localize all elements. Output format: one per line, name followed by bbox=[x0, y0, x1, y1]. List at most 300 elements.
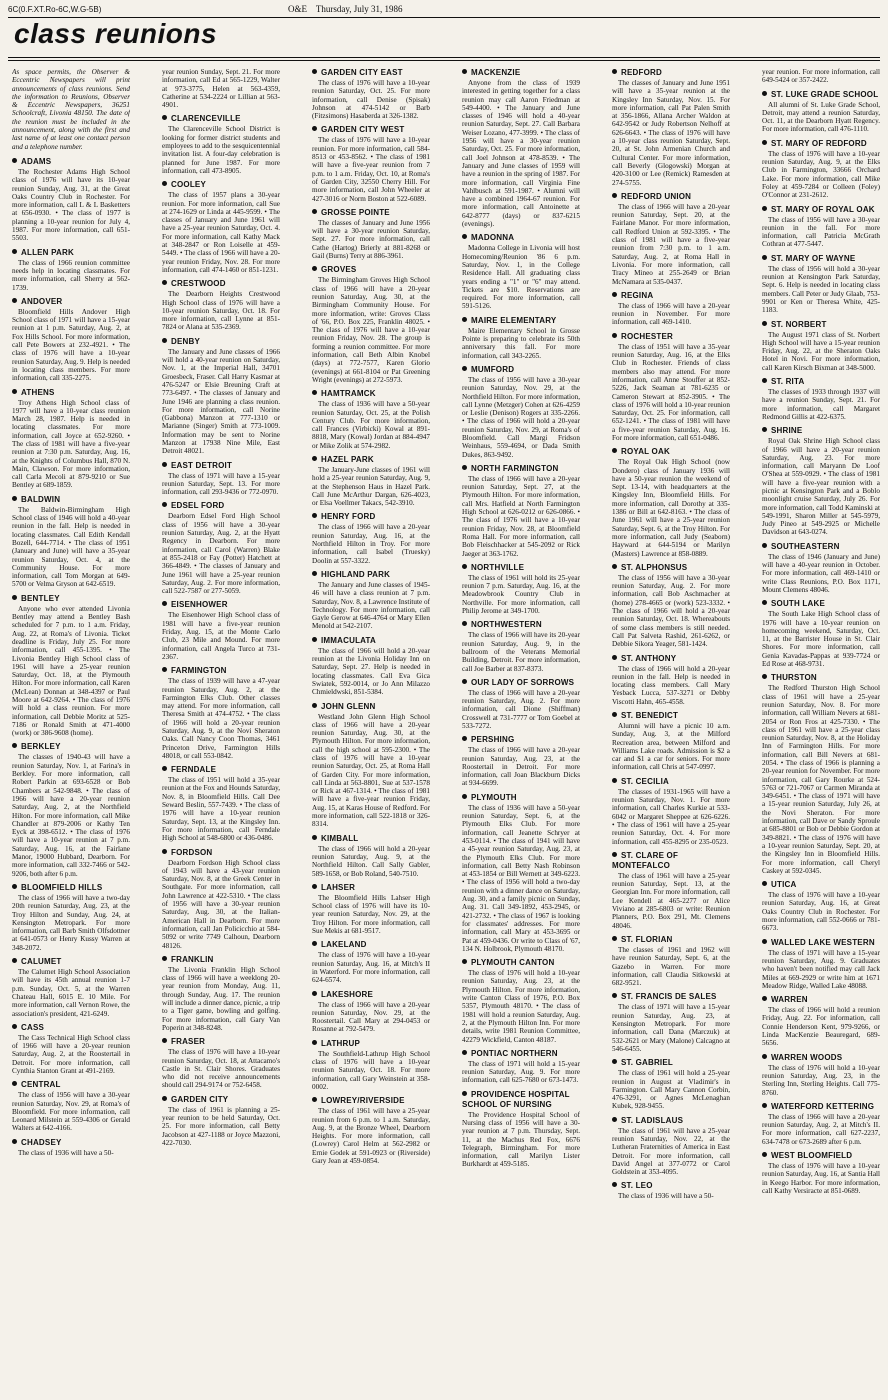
reunion-entry bbox=[12, 883, 130, 952]
bullet-icon bbox=[762, 996, 767, 1001]
bullet-icon bbox=[12, 496, 17, 501]
reunion-details: The class of 1966 will have a 20-year reunion Saturday, Nov. 29, at the Roostertail. Call Mary at 294-0453 or Rosanne at 792-5479. bbox=[312, 1000, 430, 1034]
reunion-details: The class of 1966 will have a two-day 20th reunion Saturday, Aug. 23, at the Troy Hilton and Sunday, Aug. 24, at Kensington Metropark. For more information, call Barb Smith Olfsdottner at 641-0573 or Henry Kussy Warren at 348-2072. bbox=[12, 893, 130, 952]
school-name-text: REDFORD UNION bbox=[621, 191, 692, 201]
reunion-details: The Bloomfield Hills Lahser High School class of 1976 will have its 10-year reunion Saturday, Nov. 29, at the Troy Hilton. For more information, call Sue Mekis at 681-9517. bbox=[312, 893, 430, 936]
school-name-text: LAKESHORE bbox=[321, 989, 374, 999]
school-name bbox=[762, 377, 880, 387]
reunion-entry bbox=[12, 594, 130, 738]
reunion-entry bbox=[312, 940, 430, 984]
bullet-icon bbox=[462, 1050, 467, 1055]
column-1 bbox=[12, 68, 130, 1394]
bullet-icon bbox=[12, 1081, 17, 1086]
school-name bbox=[612, 777, 730, 787]
reunion-details: The class of 1939 will have a 47-year reunion Saturday, Aug. 2, at the Farmington Elks Club. Other classes may attend. For more information, call Theresa Smith at 474-4752. • The class of 1966 will hold a 20-year reunion Saturday, Aug. 9, at the Novi Sheraton Oaks. Call Nancy Coon Thomas, 3461 Princeton Drive, Farmington Hills 48018, or call 553-0842. bbox=[162, 677, 280, 760]
bullet-icon bbox=[312, 637, 317, 642]
school-name bbox=[462, 365, 580, 375]
reunion-details: The classes of 1940-43 will have a reunion Saturday, Nov. 1, at Farina's in Berkley. For more information, call Robert Parkin at 693-6528 or Bob Chambers at 542-9848. • The class of 1966 will have a 20-year reunion Saturday, Aug. 2, at the Northfield Hilton. For more information, call Mike Chandler at 879-2006 or Kathy Ten Eyck at 398-6512. • The class of 1976 will have a 10-year reunion at 7 p.m. Saturday, Aug. 16, at the Fairlane Manor, 19000 Hubbard, Dearborn. For more information, call 332-7466 or 542-9206, both after 6 p.m. bbox=[12, 753, 130, 878]
bullet-icon bbox=[462, 69, 467, 74]
reunion-entry bbox=[762, 1053, 880, 1097]
school-name bbox=[312, 940, 430, 950]
school-name-text: WALLED LAKE WESTERN bbox=[771, 937, 875, 947]
reunion-details: The class of 1976 will have a 10-year reunion Saturday, Oct. 18, at Attacamo's Castle in St. Clair Shores. Graduates who did not receive announcements should call 294-9174 or 752-6458. bbox=[162, 1048, 280, 1090]
reunion-entry bbox=[462, 316, 580, 360]
reunion-details: All alumni of St. Luke Grade School, Detroit, may attend a reunion Saturday, Oct. 11, at the Dearborn Hyatt Regency. For more information, call 476-1110. bbox=[762, 100, 880, 134]
school-name-text: SOUTHEASTERN bbox=[771, 541, 840, 551]
school-name bbox=[12, 1138, 130, 1148]
reunion-details: The Redford Thurston High School class of 1961 will have a 25-year reunion Saturday, Nov. 8. For more information, call William Nevers at 681-2054 or Ron Fros at 425-7330. • The class of 1961 will have a 25-year class reunion Saturday, Nov. 8, at the Holiday Inn of Farmington Hills. For more information, call Bill Nevers at 681-2054. • The class of 1966 is planning a 20-year reunion for November. For more information, call Gary Rourke at 524-5763 or 721-7067 or Carmen Miranda at 349-6451. • The class of 1971 will have a 15-year reunion Saturday, July 26, at the Novi Sheraton. For more information, call Dave or Sandy Sproule at 685-8801 or Bob or Debbie Gordon at 349-8821. • The class of 1976 will have a 10-year reunion Saturday, Sept. 20, at the Kingsley Inn in Bloomfield Hills. For more information, call Cheryl Caskey at 592-0345. bbox=[762, 684, 880, 875]
school-name bbox=[612, 1116, 730, 1126]
school-name bbox=[462, 233, 580, 243]
school-name-text: NORTHVILLE bbox=[471, 562, 525, 572]
school-name-text: GARDEN CITY WEST bbox=[321, 125, 405, 135]
school-name bbox=[762, 599, 880, 609]
school-name bbox=[12, 248, 130, 258]
bullet-icon bbox=[612, 993, 617, 998]
reunion-entry bbox=[12, 1080, 130, 1132]
school-name-text: ST. ANTHONY bbox=[621, 653, 677, 663]
school-name-text: CASS bbox=[21, 1022, 45, 1032]
school-name bbox=[462, 793, 580, 803]
school-name-text: CHADSEY bbox=[21, 1137, 62, 1147]
school-name-text: CLARENCEVILLE bbox=[171, 114, 241, 124]
reunion-details: The classes of 1961 and 1962 will have reunion Saturday, Sept. 6, at the Gazebo in Warren. For more information, call Claudia Sitkowski at 682-9521. bbox=[612, 945, 730, 988]
school-name-text: EDSEL FORD bbox=[171, 501, 225, 511]
reunion-entry bbox=[12, 297, 130, 383]
reunion-entry bbox=[612, 447, 730, 558]
reunion-details: The class of 1976 will have a 10-year reunion Saturday, Aug. 16, at Mitch's II in Waterford. For more information, call 624-6574. bbox=[312, 951, 430, 985]
school-name-text: CENTRAL bbox=[21, 1080, 61, 1090]
reunion-details: The January and June classes of 1966 will hold a 40-year reunion on Saturday, Nov. 1, at the Imperial Hall, 34701 Groesbeck, Fraser. Call Harry Kasmar at 476-5247 or Elsie Breuning Craft at 773-6497. • The classes of January and June 1946 are planning a class reunion. For more information, call Norine (Gabbona) Manzon at 777-1310 or Marianne (Singer) Smith at 773-1009. Information may be sent to Norine Manzon at 17938 Nine Mile, East Detroit 48021. bbox=[162, 347, 280, 456]
reunion-details: The class of 1956 will have a 30-year reunion Saturday, Nov. 29, at Roma's of Bloomfield. For more information, call Leonard Milstein at 559-4306 or Gerald Walters at 642-4166. bbox=[12, 1091, 130, 1133]
reunion-details: The class of 1936 will have a 50-year reunion Saturday, Oct. 25, at the Polish Century Club. For more information, call Frances (Virbicki) Kowal at 891-8818, Mary (Kowal) Jordan at 884-4947 or Mike Zolik at 574-2982. bbox=[312, 400, 430, 450]
school-name-text: GARDEN CITY bbox=[171, 1094, 229, 1104]
reunion-details: The class of 1936 will have a 50- bbox=[618, 1192, 714, 1201]
reunion-entry bbox=[312, 883, 430, 935]
school-name bbox=[312, 265, 430, 275]
school-name bbox=[312, 1096, 430, 1106]
school-name-text: PLYMOUTH bbox=[471, 792, 517, 802]
school-name bbox=[762, 1151, 880, 1161]
reunion-details: The class of 1976 will have a 10-year reunion Saturday, Oct. 25. For more information, call Denise (Spisak) Johnson at 474-5142 or Barb (Fitzsimons) Hasaberda at 326-1382. bbox=[312, 79, 430, 121]
school-name bbox=[762, 426, 880, 436]
bullet-icon bbox=[462, 679, 467, 684]
reunion-details: The class of 1956 will hold a 30-year reunion at Kensington Park Saturday, Sept. 6. Help is needed in locating class members. Call Peter or Judy Glaab, 753-9901 or Ken or Theresa White, 425-1183. bbox=[762, 264, 880, 315]
bullet-icon bbox=[462, 317, 467, 322]
bullet-icon bbox=[762, 1152, 767, 1157]
school-name-text: FARMINGTON bbox=[171, 666, 227, 676]
school-name-text: ST. FRANCIS DE SALES bbox=[621, 992, 717, 1002]
school-name bbox=[462, 1090, 580, 1110]
reunion-details: Alumni will have a picnic 10 a.m. Sunday, Aug. 3, at the Milford Recreation area, between Milford and Williams Lake roads. Admission is $2 a car and $1 a car for seniors. For more information, call Chris at 547-0997. bbox=[612, 722, 730, 772]
bullet-icon bbox=[762, 378, 767, 383]
reunion-details: The class of 1971 will have a 15-year reunion Saturday, Aug. 23, at Kensington Metropark. For more information, call Dana (Marczuk) at 532-2621 or Mary (Malone) Calcagno at 546-6455. bbox=[612, 1003, 730, 1053]
reunion-entry bbox=[12, 495, 130, 589]
reunion-details: The class of 1961 will have a 25-year reunion Saturday, Nov. 22, at the Lutheran Fraternities of America in East Detroit. For more information, call David Angel at 377-0772 or Carol Goldstein at 353-4095. bbox=[612, 1126, 730, 1177]
school-name bbox=[762, 995, 880, 1005]
bullet-icon bbox=[162, 667, 167, 672]
reunion-details: The class of 1971 will hold a 15-year reunion Saturday, Aug. 9. For more information, call 625-7680 or 673-1473. bbox=[462, 1059, 580, 1085]
reunion-details: The classes of January and June 1956 will have a 30-year reunion Saturday, Sept. 27. For more information, call Cathe (Hartog) Brierly at 881-8268 or Gail (Burns) Terry at 886-3961. bbox=[312, 218, 430, 261]
bullet-icon bbox=[762, 91, 767, 96]
reunion-entry bbox=[12, 957, 130, 1018]
school-name-text: LAKELAND bbox=[321, 940, 367, 950]
school-name-text: ST. MARY OF ROYAL OAK bbox=[771, 204, 875, 214]
school-name-text: GARDEN CITY EAST bbox=[321, 68, 403, 77]
bullet-icon bbox=[12, 743, 17, 748]
reunion-entry bbox=[462, 1090, 580, 1169]
reunion-details: The Rochester Adams High School class of 1976 will have its 10-year reunion Sunday, Aug. 31, at the Great Oaks Country Club in Rochester. For more information, call L & L Basketters at 656-0930. • The class of 1977 is planning a 10-year reunion for July 4, 1987. For more information, call 651-5503. bbox=[12, 167, 130, 243]
reunion-details: The January and June classes of 1945-46 will have a class reunion at 7 p.m. Saturday, Nov. 8, a Lawrence Institute of Technology. For more information, call Gayle Gerow at 646-4764 or Mary Ellen Menold at 542-2107. bbox=[312, 580, 430, 631]
school-name-text: MADONNA bbox=[471, 233, 515, 243]
bullet-icon bbox=[312, 126, 317, 131]
bullet-icon bbox=[462, 736, 467, 741]
school-name bbox=[762, 90, 880, 100]
reunion-entry bbox=[462, 678, 580, 730]
reunion-entry bbox=[162, 68, 280, 109]
reunion-entry bbox=[762, 139, 880, 200]
school-name-text: OUR LADY OF SORROWS bbox=[471, 677, 575, 687]
reunion-details: The class of 1966 will have a 20-year reunion Saturday, Sept. 20, at the Fairlane Manor. For more information, call Redford Union at 592-3395. • The class of 1981 will have a five-year reunion from 7:30 p.m. to 1 a.m. Saturday, Aug. 2, at Roma Hall in Livonia. For more information, call Tracy Mineo at 255-2649 or Brian McNamara at 535-0437. bbox=[612, 202, 730, 286]
reunion-details: The class of 1961 will hold its 25-year reunion 7 p.m. Saturday, Aug. 16, at the Meadowbrook Country Club in Northville. For more information, call Philip Jerome at 349-1700. bbox=[462, 573, 580, 616]
reunion-details: The class of 1966 will hold a 20-year reunion Saturday, Aug. 9, at the Northfield Hilton. Call Sally Gabler, 589-1658, or Bob Roland, 540-7510. bbox=[312, 844, 430, 878]
reunion-details: The class of 1976 will have a 10-year reunion. For more information, call 584-8513 or 453-8562. • The class of 1981 will have a five-year reunion from 7 p.m. to 1 a.m. Friday, Oct. 10, at Roma's of Garden City, 32550 Cherry Hill. For more information, call John Wheeler at 427-3016 or Norm Boston at 522-6089. bbox=[312, 136, 430, 203]
school-name bbox=[762, 254, 880, 264]
reunion-entry bbox=[612, 851, 730, 930]
bullet-icon bbox=[762, 427, 767, 432]
school-name-text: ROYAL OAK bbox=[621, 447, 670, 457]
reunion-details: Dearborn Fordson High School class of 1943 will have a 43-year reunion Saturday, Nov. 8, at the Greek Center in Southgate. For more information, call John Lawrence at 422-5310. • The class of 1956 will have a 30-year reunion Saturday, Aug. 30, at the Italian-American Hall in Dearborn. For more information, call Jan Policicchio at 584-5092 or write 7749 Calhoun, Dearborn 48126. bbox=[162, 858, 280, 950]
school-name bbox=[312, 636, 430, 646]
bullet-icon bbox=[612, 712, 617, 717]
bullet-icon bbox=[12, 1139, 17, 1144]
reunion-details: year reunion Sunday, Sept. 21. For more information, call Ed at 565-1229, Walter at 973-3775, Helen at 563-4359, Catherine at 534-2224 or Lillian at 563-4901. bbox=[162, 68, 280, 110]
bullet-icon bbox=[462, 959, 467, 964]
reunion-entry bbox=[612, 992, 730, 1053]
reunion-entry bbox=[612, 654, 730, 706]
column-5 bbox=[612, 68, 730, 1394]
title-rule-2 bbox=[8, 60, 880, 61]
bullet-icon bbox=[762, 881, 767, 886]
reunion-details: The August 1971 class of St. Norbert High School will have a 15-year reunion Friday, Aug. 22, at the Sheraton Oaks Hotel in Novi. For more information, call Karen Kirsch Bixman at 348-5000. bbox=[762, 330, 880, 372]
reunion-entry bbox=[162, 461, 280, 497]
school-name-text: UTICA bbox=[771, 880, 797, 890]
bullet-icon bbox=[162, 766, 167, 771]
school-name bbox=[612, 447, 730, 457]
reunion-entry bbox=[312, 1039, 430, 1091]
school-name-text: ANDOVER bbox=[21, 296, 63, 306]
school-name-text: MACKENZIE bbox=[471, 68, 521, 77]
reunion-details: The Eisenhower High School class of 1981 will have a five-year reunion Friday, Aug. 15, at the Monte Carlo Club, 23 Mile and Mound. For more information, call Angela Turco at 731-2367. bbox=[162, 611, 280, 661]
reunion-entry bbox=[762, 90, 880, 134]
reunion-entry bbox=[762, 68, 880, 85]
school-name bbox=[12, 957, 130, 967]
reunion-entry bbox=[762, 938, 880, 990]
reunion-entry bbox=[762, 320, 880, 372]
reunion-entry bbox=[762, 426, 880, 537]
school-name bbox=[612, 992, 730, 1002]
bullet-icon bbox=[12, 298, 17, 303]
reunion-details: The Livonia Franklin High School class of 1966 will have a weeklong 20-year reunion from Monday, Aug. 11, through Sunday, Aug. 17. The reunion will include a dinner dance, picnic, a trip to a Tiger game, bowling and golfing. For more information, call Gary Van Poperin at 348-8248. bbox=[162, 965, 280, 1032]
bullet-icon bbox=[312, 513, 317, 518]
reunion-entry bbox=[162, 600, 280, 661]
school-name bbox=[762, 673, 880, 683]
school-name-text: HENRY FORD bbox=[321, 512, 376, 522]
school-name bbox=[12, 157, 130, 167]
school-name bbox=[762, 139, 880, 149]
school-name-text: PONTIAC NORTHERN bbox=[471, 1048, 558, 1058]
school-name bbox=[762, 880, 880, 890]
reunion-details: The class of 1966 will hold a 20-year reunion at the Livonia Holiday Inn on Saturday, Sept. 27. Help is needed in locating classmates. Call Eva Gica Swiatek, 592-0014, or Jo Ann Milazzo Chmieldwski, 851-5384. bbox=[312, 646, 430, 697]
reunion-details: The class of 1961 will have a 25-year reunion from 6 p.m. to 1 a.m. Saturday, Aug. 9, at the Bronze Wheel, Dearborn Heights. For more information, call (Lowrey) Carol Helm at 562-2982 or Ernie Godek at 591-0923 or (Riverside) Gary Jean at 459-0854. bbox=[312, 1107, 430, 1165]
reunion-entry bbox=[612, 332, 730, 443]
bullet-icon bbox=[762, 321, 767, 326]
school-name bbox=[12, 495, 130, 505]
school-name bbox=[462, 68, 580, 78]
reunion-details: The classes of 1933 through 1937 will have a reunion Sunday, Sept. 21. For more information, call Margaret Redmond Gillis at 422-6375. bbox=[762, 388, 880, 421]
school-name bbox=[312, 208, 430, 218]
school-name-text: CRESTWOOD bbox=[171, 279, 226, 289]
bullet-icon bbox=[162, 849, 167, 854]
bullet-icon bbox=[12, 595, 17, 600]
bullet-icon bbox=[612, 852, 617, 857]
bullet-icon bbox=[612, 1117, 617, 1122]
reunion-details: The class of 1971 will have a 15-year reunion Saturday, Aug. 9. Graduates who haven't been notified may call Jack Miles at 669-2929 or write him at 1671 Meadow Ridge, Walled Lake 48088. bbox=[762, 948, 880, 990]
school-name-text: ST. CECILIA bbox=[621, 776, 669, 786]
bullet-icon bbox=[312, 991, 317, 996]
school-name bbox=[162, 765, 280, 775]
reunion-entry bbox=[612, 563, 730, 649]
school-name bbox=[312, 455, 430, 465]
reunion-details: Westland John Glenn High School class of 1966 will have a 20-year reunion Saturday, Aug. 30, at the Plymouth Hilton. For more information, call the high school at 595-2300. • The class of 1976 will have a 10-year reunion Saturday, Oct. 25, at Roma Hall of Garden City. For more information, call Linda at 563-8801, Sue at 537-1578 or Rick at 467-1314. • The class of 1981 will have a five-year reunion Friday, Aug. 15, at Karas House of Redford. For more information, call 522-1818 or 326-8314. bbox=[312, 712, 430, 829]
reunion-details: The class of 1976 will hold a 10-year reunion Saturday, Aug. 23, at the Plymouth Hilton. For more information, write Canton Class of 1976, P.O. Box 5357, Plymouth 48170. • The class of 1981 will hold a reunion Saturday, Aug. 2, at the Plymouth Hilton Inn. For more details, write 1981 Reunion Committee, 42279 Wickfield, Canton 48187. bbox=[462, 969, 580, 1044]
school-name bbox=[462, 958, 580, 968]
reunion-entry bbox=[762, 542, 880, 594]
school-name-text: CALUMET bbox=[21, 957, 62, 967]
school-name bbox=[462, 678, 580, 688]
reunion-entry bbox=[462, 793, 580, 953]
bullet-icon bbox=[612, 292, 617, 297]
bullet-icon bbox=[312, 884, 317, 889]
bullet-icon bbox=[312, 390, 317, 395]
bullet-icon bbox=[162, 280, 167, 285]
reunion-details: The class of 1961 will hold a 25-year reunion in August at Vladimir's in Farmington. Call Mary Cannon Corbin, 476-3291, or Agnes McLenaghan Kubek, 928-9455. bbox=[612, 1069, 730, 1111]
reunion-details: The class of 1951 will have a 35-year reunion Saturday, Aug. 16, at the Elks Club in Rochester. Friends of class members also may attend. For more information, call Anne Stouffer at 852-5226, Jack Seaman at 781-6235 or Cameron Stewart at 852-3905. • The class of 1976 will hold a 10-year reunion Saturday, Oct. 25. For information, call 652-1241. • The class of 1981 will have a five-year reunion Saturday, Aug. 16. For more information, call 651-0486. bbox=[612, 342, 730, 442]
reunion-entry bbox=[462, 233, 580, 310]
school-name-text: NORTHWESTERN bbox=[471, 620, 542, 630]
bullet-icon bbox=[762, 206, 767, 211]
school-name-text: BERKLEY bbox=[21, 742, 61, 752]
reunion-entry bbox=[612, 1058, 730, 1110]
reunion-entry bbox=[162, 1095, 280, 1147]
reunion-details: The class of 1966 reunion committee needs help in locating classmates. For more information, call Sherry at 562-1739. bbox=[12, 258, 130, 292]
reunion-entry bbox=[162, 501, 280, 595]
bullet-icon bbox=[312, 571, 317, 576]
school-name-text: MUMFORD bbox=[471, 364, 515, 374]
reunion-details: The class of 1966 will have a 20-year reunion Saturday, Aug. 16, at the Northfield Hilton in Troy. For more information, call Isabel (Truesky) Doolin at 557-3322. bbox=[312, 523, 430, 565]
bullet-icon bbox=[12, 158, 17, 163]
school-name-text: ST. NORBERT bbox=[771, 319, 827, 329]
bullet-icon bbox=[762, 1103, 767, 1108]
school-name bbox=[612, 711, 730, 721]
bullet-icon bbox=[312, 1097, 317, 1102]
school-name-text: PLYMOUTH CANTON bbox=[471, 958, 555, 968]
school-name bbox=[162, 848, 280, 858]
school-name-text: LAHSER bbox=[321, 882, 356, 892]
school-name bbox=[162, 461, 280, 471]
reunion-details: The class of 1961 is planning a 25-year reunion to be held Saturday, Oct. 25. For more information, call Betty Jacobson at 427-1188 or Joyce Mazzoni, 422-7030. bbox=[162, 1105, 280, 1147]
reunion-details: Anyone from the class of 1939 interested in getting together for a class reunion may call Aaron Friedman at 549-4400. • The January and June classes of 1946 will hold a 40-year reunion Saturday, Sept. 27. Call Barbara Weiser Lozano, 477-3999. • The class of 1956 will have a 30-year reunion Saturday, Oct. 25. For more information, call Joel Johnson at 478-8539. • The January and June classes of 1959 will have a reunion in the spring of 1987. For more information, call Virginia Fine Vahlbusch at 591-1987. • Alumni will have a combined 1964-67 reunion. For more information, call Antoinette at 642-8777 (days) or 837-6215 (evenings). bbox=[462, 79, 580, 229]
column-6 bbox=[762, 68, 880, 1394]
reunion-details: The class of 1966 will have a 20-year reunion Saturday, Sept. 27, at the Plymouth Hilton. For more information, call Mrs. Hatfield at North Farmington High School at 626-0212 or 626-0866. • The class of 1976 will have a 10-year reunion Friday, Nov. 28, at Bloomfield Roma Hall. For more information, call Bob Fleischhacker at 545-2092 or Rick Jaeger at 363-1762. bbox=[462, 474, 580, 558]
bullet-icon bbox=[312, 266, 317, 271]
reunion-details: The class of 1946 (January and June) will have a 40-year reunion in October. For more information, call 469-1410 or write Class Reunions, P.O. Box 1171, Mount Clemens 48046. bbox=[762, 552, 880, 594]
reunion-entry bbox=[462, 563, 580, 615]
school-name-text: KIMBALL bbox=[321, 833, 359, 843]
school-name-text: ALLEN PARK bbox=[21, 247, 74, 257]
school-name-text: WEST BLOOMFIELD bbox=[771, 1150, 853, 1160]
reunion-details: The Providence Hospital School of Nursing class of 1956 will have a 30-year reunion at 7 p.m. Thursday, Sept. 11, at the Machus Red Fox, 6676 Telegraph, Birmingham. For more information, call Marilyn Lister Burkhardt at 459-5185. bbox=[462, 1110, 580, 1169]
reunion-entry bbox=[162, 114, 280, 175]
school-name bbox=[12, 1080, 130, 1090]
bullet-icon bbox=[462, 234, 467, 239]
reunion-entry bbox=[162, 848, 280, 950]
bullet-icon bbox=[612, 778, 617, 783]
reunion-entry bbox=[762, 1151, 880, 1195]
reunion-entry bbox=[462, 620, 580, 672]
school-name-text: ADAMS bbox=[21, 156, 52, 166]
reunion-entry bbox=[462, 365, 580, 459]
bullet-icon bbox=[462, 564, 467, 569]
school-name bbox=[612, 563, 730, 573]
reunion-entry bbox=[312, 990, 430, 1034]
bullet-icon bbox=[762, 600, 767, 605]
bullet-icon bbox=[162, 115, 167, 120]
bullet-icon bbox=[312, 941, 317, 946]
school-name bbox=[462, 1049, 580, 1059]
school-name bbox=[312, 990, 430, 1000]
school-name bbox=[762, 205, 880, 215]
school-name-text: DENBY bbox=[171, 336, 201, 346]
bullet-icon bbox=[612, 193, 617, 198]
reunion-entry bbox=[762, 599, 880, 668]
reunion-entry bbox=[312, 570, 430, 631]
school-name-text: GROVES bbox=[321, 265, 357, 275]
school-name-text: WATERFORD KETTERING bbox=[771, 1101, 875, 1111]
reunion-entry bbox=[612, 1181, 730, 1200]
school-name-text: MAIRE ELEMENTARY bbox=[471, 315, 557, 325]
school-name-text: ROCHESTER bbox=[621, 331, 674, 341]
bullet-icon bbox=[762, 674, 767, 679]
reunion-entry bbox=[162, 765, 280, 842]
bullet-icon bbox=[12, 1024, 17, 1029]
school-name bbox=[612, 654, 730, 664]
school-name bbox=[162, 501, 280, 511]
bullet-icon bbox=[162, 338, 167, 343]
school-name-text: EAST DETROIT bbox=[171, 460, 233, 470]
school-name bbox=[612, 851, 730, 871]
reunion-entry bbox=[762, 673, 880, 875]
bullet-icon bbox=[162, 601, 167, 606]
school-name bbox=[612, 291, 730, 301]
bullet-icon bbox=[612, 333, 617, 338]
reunion-entry bbox=[12, 1138, 130, 1157]
intro-paragraph: As space permits, the Observer & Eccentric Newspapers will print announcements of class reunions. Send the information to Reunions, Observer & Eccentric Newspapers, 36251 Schoolcraft, Livonia 48150. The date of the reunion must be included in the announcement, along with the first and last name of at least one contact person and a telephone number. bbox=[12, 68, 130, 151]
school-name bbox=[612, 935, 730, 945]
reunion-details: The Dearborn Heights Crestwood High School class of 1976 will have a 10-year reunion Saturday, Oct. 18. For more information, call Lynne at 851-7824 or Alana at 535-2369. bbox=[162, 290, 280, 332]
school-name bbox=[12, 388, 130, 398]
school-name-text: HAZEL PARK bbox=[321, 454, 374, 464]
bullet-icon bbox=[462, 465, 467, 470]
school-name-text: FORDSON bbox=[171, 847, 213, 857]
bullet-icon bbox=[162, 181, 167, 186]
column-3 bbox=[312, 68, 430, 1394]
school-name-text: ST. LEO bbox=[621, 1181, 653, 1191]
reunion-entry bbox=[762, 880, 880, 932]
reunion-details: The Royal Oak High School (now Dondero) class of January 1936 will have a 50-year reunion the weekend of Sept. 13-14, with headquarters at the Kingsley Inn, Bloomfield Hills. For more information, call Dorothy at 335-1386 or Bill at 642-8163. • The class of June 1961 will have a 25-year reunion Saturday, Sept. 6, at the Troy Hilton. For more information, call Judy (Seaborn) Hayward at 644-5194 or Marilyn (Masters) Lawrence at 858-0889. bbox=[612, 458, 730, 558]
school-name bbox=[312, 834, 430, 844]
school-name bbox=[762, 542, 880, 552]
reunion-details: Anyone who ever attended Livonia Bentley may attend a Bentley Bash scheduled for 7 p.m. to 1 a.m. Friday, Aug. 22, at Roma's of Livonia. Ticket deadline is Friday, July 25. For more information, call 455-1395. • The Livonia Bentley High School class of 1961 will have a 25-year reunion Saturday, Oct. 18, at the Plymouth Hilton. For more information, call Karen (McLean) Donnan at 348-4397 or Paul Moore at 642-9264. • The class of 1976 will hold a class reunion. For more information, call Debbie Moritz at 525-7186 or Ronald Smith at 471-4000 (work) or 386-9608 (home). bbox=[12, 604, 130, 738]
reunion-entry bbox=[162, 337, 280, 456]
reunion-details: The class of 1951 will hold a 35-year reunion at the Fox and Hounds Saturday, Nov. 8, in Bloomfield Hills. Call Dee Seward Beslin, 557-7439. • The class of 1976 will have a 10-year reunion Saturday, Sept. 13, at the Kingsley Inn. For more information, call Ferndale High School at 548-6800 or 436-0486. bbox=[162, 776, 280, 843]
reunion-details: year reunion. For more information, call 649-5424 or 357-2422. bbox=[762, 68, 880, 85]
school-name bbox=[312, 883, 430, 893]
school-name bbox=[462, 563, 580, 573]
school-name bbox=[762, 938, 880, 948]
school-name bbox=[162, 180, 280, 190]
reunion-details: The Birmingham Groves High School class of 1966 will have a 20-year reunion Saturday, Aug. 30, at the Birmingham Community House. For more information, write: Groves Class of '66, P.O. Box 225, Franklin 48025. • The class of 1976 will have a 10-year reunion Friday, Nov. 28. The group is forming a reunion committee. For more information, call Beth Albin Knobel (days) at 772-7577, Karen Glorio (evenings) at 661-8104 or Pat Greening Wright (evenings) at 272-5973. bbox=[312, 276, 430, 384]
reunion-entry bbox=[612, 192, 730, 286]
bullet-icon bbox=[12, 249, 17, 254]
reunion-entry bbox=[312, 389, 430, 450]
reunion-details: The Clarenceville School District is looking for former district students and employees to add to the sesquicentennial invitation list. A four-day celebration is planned for June 1987. For more information, call 473-8905. bbox=[162, 125, 280, 175]
reunion-details: The class of 1966 will hold a reunion Friday, Aug. 22. For information, call Connie Henderson Kent, 979-9266, or Linda MacKenzie Beauregard, 689-5656. bbox=[762, 1006, 880, 1048]
reunion-details: The South Lake High School class of 1976 will have a 10-year reunion on homecoming weekend, Saturday, Oct. 11, at the Barrister House in St. Clair Shores. For more information, call Genia Kavadas-Pappas at 939-7724 or Ed Rose at 468-9731. bbox=[762, 610, 880, 669]
bullet-icon bbox=[162, 1038, 167, 1043]
title-rule-1 bbox=[8, 57, 880, 58]
reunion-entry bbox=[12, 1023, 130, 1075]
reunion-entry bbox=[762, 205, 880, 249]
school-name bbox=[462, 464, 580, 474]
school-name-text: ST. ALPHONSUS bbox=[621, 562, 688, 572]
reunion-details: The class of 1961 will have a 25-year reunion Saturday, Sept. 13, at the Georgian Inn. For more information, call Lee Kendell at 465-2277 or Alice Viviano at 285-6803 or write: Reunion Planners, P.O. Box 291, Mt. Clemens 48046. bbox=[612, 871, 730, 930]
edition-code: 6C(0.F.XT.Ro-6C,W.G-5B) bbox=[8, 5, 102, 14]
reunion-entry bbox=[312, 125, 430, 202]
paper-date-line bbox=[288, 4, 403, 14]
reunion-details: The class of 1971 will have a 15-year reunion Saturday, Sept. 13. For more information, call 293-9436 or 772-0970. bbox=[162, 471, 280, 497]
school-name-text: THURSTON bbox=[771, 673, 817, 683]
reunion-entry bbox=[312, 702, 430, 829]
bullet-icon bbox=[762, 140, 767, 145]
school-name bbox=[12, 594, 130, 604]
reunion-entry bbox=[762, 995, 880, 1047]
reunion-details: The class of 1936 will have a 50- bbox=[18, 1148, 114, 1157]
section-title: class reunions bbox=[14, 18, 218, 49]
reunion-entry bbox=[612, 711, 730, 772]
school-name bbox=[162, 955, 280, 965]
reunion-details: Maire Elementary School in Grosse Pointe is preparing to celebrate its 50th anniversary this fall. For more information, call 343-2265. bbox=[462, 326, 580, 360]
school-name-text: PROVIDENCE HOSPITAL SCHOOL OF NURSING bbox=[462, 1089, 570, 1109]
reunion-entry bbox=[312, 834, 430, 878]
reunion-details: The class of 1956 will have a 30-year reunion Saturday, Aug. 2. For more information, call Bob Aschmacher at (home) 278-4665 or (work) 523-3332. • The class of 1966 will hold a 20-year reunion Saturday, Oct. 18. Whereabouts of some class members is still needed. Call Pat Salveta Rashid, 261-6262, or Debbie Sikora Yeager, 581-1424. bbox=[612, 573, 730, 649]
reunion-details: The class of 1966 will hold a 20-year reunion in the fall. Help is needed in locating class members. Call Mary Yesback Lucca, 537-3271 or Debby Viscotti Hahn, 465-4558. bbox=[612, 664, 730, 706]
bullet-icon bbox=[312, 703, 317, 708]
reunion-details: Royal Oak Shrine High School class of 1966 will have a 20-year reunion Saturday, Aug. 23. For more information, call Maryann De Loof O'Shea at 559-0929. • The class of 1981 will have a five-year reunion with a picnic at Kensington Park and a Boblo moonlight cruise Saturday, July 26. For more information, call Todd Kaminski at 549-1991, Sharon Miller at 545-5979, Judy Pineo at 549-2925 or Michelle Davidson at 643-0274. bbox=[762, 437, 880, 537]
school-name bbox=[12, 742, 130, 752]
school-name bbox=[12, 883, 130, 893]
reunion-details: The Baldwin-Birmingham High School class of 1946 will hold a 40-year reunion in the fall. Help is needed in locating classmates. Call Edith Kendall Bozell, 644-7714. • The class of 1951 (January and June) will have a 35-year reunion Saturday, Oct. 4, at the Community House. For more information, call Tom Morgan at 649-5700 or Velma Gryson at 642-6519. bbox=[12, 505, 130, 589]
